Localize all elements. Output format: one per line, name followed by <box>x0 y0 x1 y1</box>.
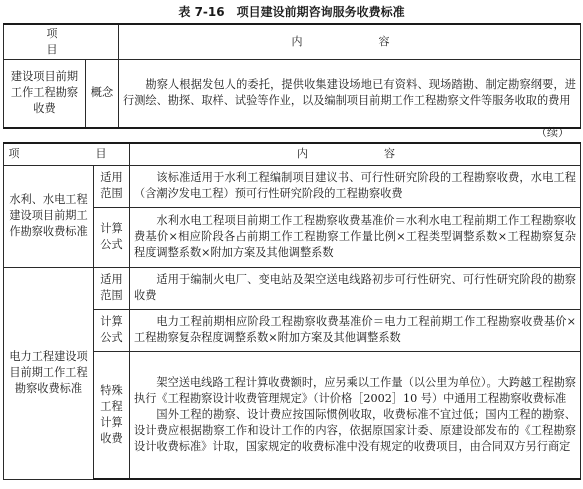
table-2-header-item: 项 目 <box>4 143 130 165</box>
power-scope-text: 适用于编制火电厂、变电站及架空送电线路初步可行性研究、可行性研究阶段的勘察收费 <box>130 267 581 309</box>
table-2 <box>3 142 581 480</box>
table-1-header-row <box>4 24 581 60</box>
power-formula-label: 计算公式 <box>94 309 130 351</box>
water-scope-row <box>4 165 581 207</box>
table-caption: 表 7-16 项目建设前期咨询服务收费标准 <box>178 5 405 19</box>
power-special-cell <box>130 351 581 479</box>
power-scope-row <box>4 267 581 309</box>
table-1-header-item: 项 目 <box>4 24 119 60</box>
table-2-header-content: 内 容 <box>130 143 581 165</box>
power-section-title: 电力工程建设项目前期工作工程勘察收费标准 <box>4 267 94 479</box>
table-1-row-title: 建设项目前期工作工程勘察收费 <box>4 60 86 128</box>
power-formula-text: 电力工程前期相应阶段工程勘察收费基准价＝电力工程前期工作工程勘察收费基价×工程勘察复杂程度调整系数×附加方案及其他调整系数 <box>130 309 581 351</box>
power-special-text-1: 架空送电线路工程计算收费额时，应另乘以工作量（以公里为单位）。大跨越工程勘察执行《工程勘察设计收费管理规定》（计价格［2002］10 号）中通用工程勘察收费标准 <box>134 375 576 405</box>
table-1-row-text: 勘察人根据发包人的委托，提供收集建设场地已有资料、现场踏勘、制定勘察纲要，进行测绘、勘探、取样、试验等作业，以及编制项目前期工作工程勘察文件等服务收取的费用 <box>119 60 581 128</box>
power-special-label: 特殊工程计算收费 <box>94 351 130 479</box>
table-1-row-sub: 概念 <box>86 60 119 128</box>
continued-label: （续） <box>536 126 569 139</box>
power-special-text-2: 国外工程的勘察、设计费应按国际惯例收取，收费标准不宜过低；国内工程的勘察、设计费应根据勘察工作和设计工作的内容，依据原国家计委、原建设部发布的《工程勘察设计收费标准》计取，国家规定的收费标准中没有规定的收费项目，由合同双方另行商定 <box>134 407 576 453</box>
water-formula-text: 水利水电工程项目前期工作工程勘察收费基准价＝水利水电工程前期工作工程勘察收费基价×相应阶段各占前期工作工程勘察工作量比例×工程类型调整系数×工程勘察复杂程度调整系数×附加方案及其他调整系数 <box>130 207 581 267</box>
water-formula-label: 计算公式 <box>94 207 130 267</box>
table-1 <box>3 23 581 129</box>
table-1-header-content: 内 容 <box>119 24 581 60</box>
power-scope-label: 适用范围 <box>94 267 130 309</box>
water-scope-label: 适用范围 <box>94 165 130 207</box>
water-section-title: 水利、水电工程建设项目前期工作勘察收费标准 <box>4 165 94 267</box>
table-1-row <box>4 60 581 128</box>
table-2-header-row <box>4 143 581 165</box>
water-scope-text: 该标准适用于水利工程编制项目建议书、可行性研究阶段的工程勘察收费，水电工程（含潮汐发电工程）预可行性研究阶段的工程勘察收费 <box>130 165 581 207</box>
